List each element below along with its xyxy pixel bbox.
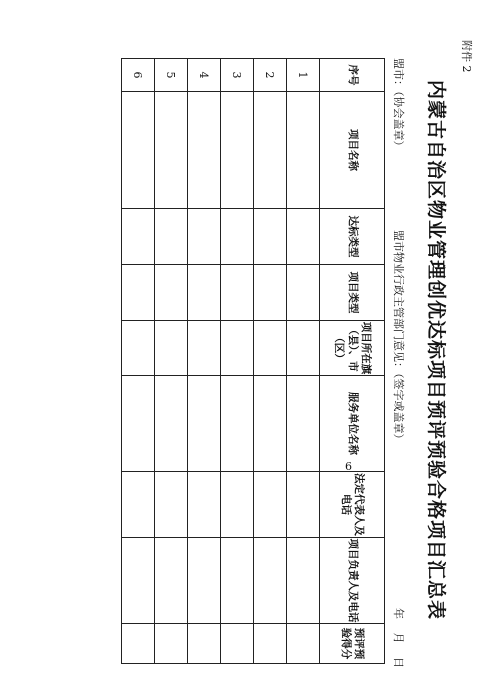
year-label: 年 xyxy=(392,608,405,619)
table-cell xyxy=(254,624,287,664)
authority-opinion-label: 盟市物业行政主管部门意见：（签字或盖章） xyxy=(392,230,405,445)
table-cell xyxy=(122,265,155,321)
column-header: 项目负责人及电话 xyxy=(320,538,385,624)
table-cell xyxy=(287,265,320,321)
table-cell xyxy=(188,538,221,624)
row-number-cell: 5 xyxy=(155,59,188,92)
column-header: 服务单位名称 xyxy=(320,376,385,472)
table-cell xyxy=(287,376,320,472)
table-row xyxy=(155,59,188,664)
column-header: 预评预验得分 xyxy=(320,624,385,664)
table-cell xyxy=(188,376,221,472)
table-cell xyxy=(155,92,188,209)
attachment-label: 附件 2 xyxy=(460,40,473,73)
table-header-row xyxy=(320,59,385,664)
day-label: 日 xyxy=(392,657,405,668)
table-cell xyxy=(155,209,188,265)
table-cell xyxy=(122,624,155,664)
table-body xyxy=(122,59,320,664)
column-header: 项目名称 xyxy=(320,92,385,209)
table-cell xyxy=(155,376,188,472)
table-cell xyxy=(188,472,221,538)
row-number-cell: 3 xyxy=(221,59,254,92)
table-row xyxy=(122,59,155,664)
table-cell xyxy=(254,472,287,538)
table-cell xyxy=(155,624,188,664)
table-cell xyxy=(287,538,320,624)
column-header: 项目类型 xyxy=(320,265,385,321)
table-cell xyxy=(188,209,221,265)
table-cell xyxy=(254,538,287,624)
column-header: 法定代表人及电话 xyxy=(320,472,385,538)
table-row xyxy=(254,59,287,664)
summary-table xyxy=(121,58,385,664)
column-header: 达标类型 xyxy=(320,209,385,265)
table-cell xyxy=(122,538,155,624)
table-cell xyxy=(254,209,287,265)
table-cell xyxy=(155,265,188,321)
table-cell xyxy=(254,265,287,321)
league-city-label: 盟市：（协会盖章） xyxy=(392,58,405,152)
month-label: 月 xyxy=(392,632,405,644)
table-cell xyxy=(254,92,287,209)
table-cell xyxy=(287,321,320,376)
table-cell xyxy=(122,209,155,265)
row-number-cell: 6 xyxy=(122,59,155,92)
table-cell xyxy=(221,92,254,209)
date-line xyxy=(391,608,407,678)
table-cell xyxy=(221,209,254,265)
table-cell xyxy=(287,624,320,664)
table-row xyxy=(221,59,254,664)
column-header: 项目所在旗（县）、市（区） xyxy=(320,321,385,376)
table-cell xyxy=(155,321,188,376)
table-row xyxy=(287,59,320,664)
row-number-cell: 1 xyxy=(287,59,320,92)
table-cell xyxy=(221,472,254,538)
table-cell xyxy=(287,209,320,265)
table-cell xyxy=(188,92,221,209)
table-row xyxy=(188,59,221,664)
table-cell xyxy=(155,538,188,624)
table-cell xyxy=(221,265,254,321)
column-header: 序号 xyxy=(320,59,385,92)
document-title: 内蒙古自治区物业管理创优达标项目预评预验合格项目汇总表 xyxy=(425,79,447,620)
table-cell xyxy=(254,376,287,472)
table-cell xyxy=(287,472,320,538)
table-cell xyxy=(122,376,155,472)
table-cell xyxy=(287,92,320,209)
table-cell xyxy=(221,376,254,472)
table-cell xyxy=(254,321,287,376)
table-cell xyxy=(221,538,254,624)
table-cell xyxy=(188,321,221,376)
table-cell xyxy=(188,624,221,664)
row-number-cell: 4 xyxy=(188,59,221,92)
table-cell xyxy=(221,624,254,664)
row-number-cell: 2 xyxy=(254,59,287,92)
table-cell xyxy=(122,472,155,538)
table-cell xyxy=(122,92,155,209)
table-cell xyxy=(221,321,254,376)
table-cell xyxy=(188,265,221,321)
table-cell xyxy=(122,321,155,376)
table-cell xyxy=(155,472,188,538)
page-number: 6 xyxy=(345,460,352,473)
